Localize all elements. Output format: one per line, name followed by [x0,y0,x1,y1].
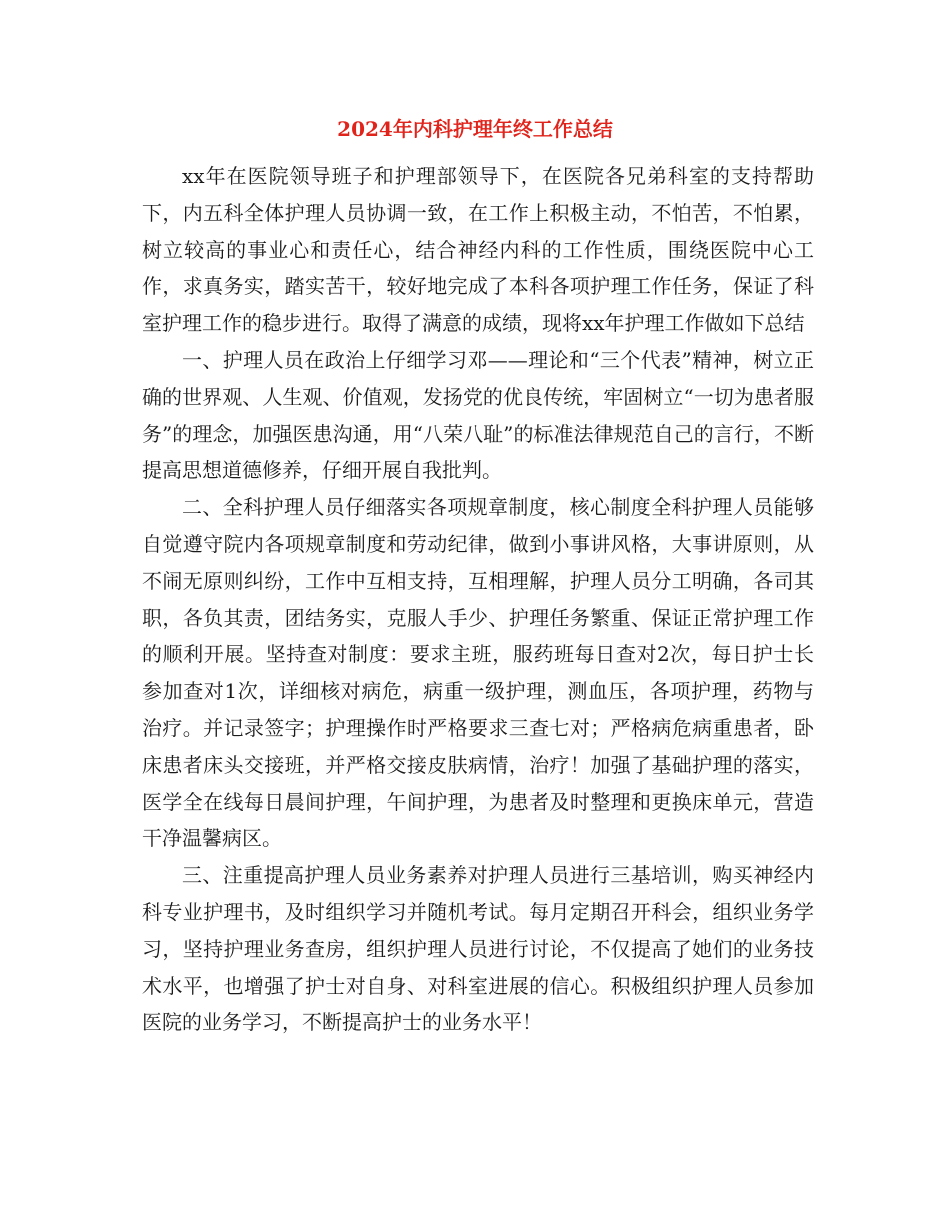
paragraph-intro: xx年在医院领导班子和护理部领导下，在医院各兄弟科室的支持帮助下，内五科全体护理人员协调一致，在工作上积极主动，不怕苦，不怕累，树立较高的事业心和责任心，结合神经内科的工作性质，围绕医院中心工作，求真务实，踏实苦干，较好地完成了本科各项护理工作任务，保证了科室护理工作的稳步进行。取得了满意的成绩，现将xx年护理工作做如下总结 [142,164,814,336]
document-title: 2024年内科护理年终工作总结 [337,117,613,141]
document-body [142,158,814,1041]
paragraph-section-1: 一、护理人员在政治上仔细学习邓——理论和“三个代表”精神，树立正确的世界观、人生观、价值观，发扬党的优良传统，牢固树立“一切为患者服务”的理念，加强医患沟通，用“八荣八耻”的标准法律规范自己的言行，不断提高思想道德修养，仔细开展自我批判。 [142,347,814,483]
paragraph-section-2: 二、全科护理人员仔细落实各项规章制度，核心制度全科护理人员能够自觉遵守院内各项规章制度和劳动纪律，做到小事讲风格，大事讲原则，从不闹无原则纠纷，工作中互相支持，互相理解，护理人员分工明确，各司其职，各负其责，团结务实，克服人手少、护理任务繁重、保证正常护理工作的顺利开展。坚持查对制度：要求主班，服药班每日查对2次，每日护士长参加查对1次，详细核对病危，病重一级护理，测血压，各项护理，药物与治疗。并记录签字；护理操作时严格要求三查七对；严格病危病重患者，卧床患者床头交接班，并严格交接皮肤病情，治疗！加强了基础护理的落实，医学全在线每日晨间护理，午间护理，为患者及时整理和更换床单元，营造干净温馨病区。 [142,495,814,851]
paragraph-section-3: 三、注重提高护理人员业务素养对护理人员进行三基培训，购买神经内科专业护理书，及时组织学习并随机考试。每月定期召开科会，组织业务学习，坚持护理业务查房，组织护理人员进行讨论，不仅提高了她们的业务技术水平，也增强了护士对自身、对科室进展的信心。积极组织护理人员参加医院的业务学习，不断提高护士的业务水平！ [142,863,814,1035]
